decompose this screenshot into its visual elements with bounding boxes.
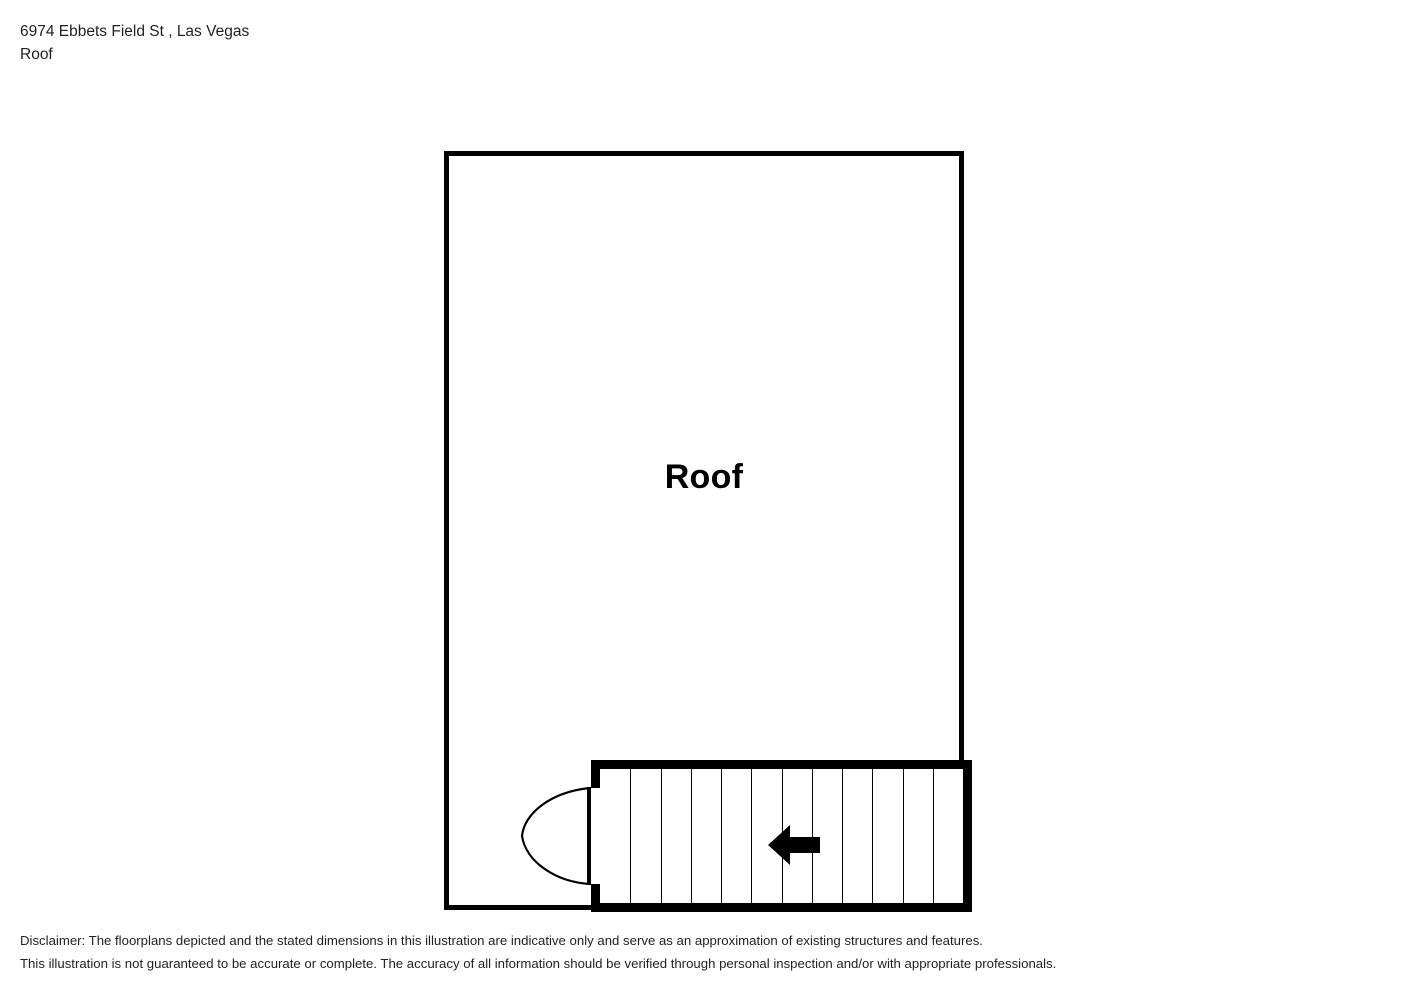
left-arrow-icon [768, 822, 820, 868]
disclaimer-line-2: This illustration is not guaranteed to be accurate or complete. The accuracy of all information should be verified through personal inspection and/or with appropriate professionals. [20, 956, 1057, 972]
stair-tread [751, 769, 752, 903]
disclaimer-text [20, 929, 1400, 975]
disclaimer-line-1: Disclaimer: The floorplans depicted and the stated dimensions in this illustration are indicative only and serve as an approximation of existing structures and features. [20, 933, 983, 948]
stair-tread [661, 769, 662, 903]
stair-tread [903, 769, 904, 903]
roof-area-label: Roof [664, 458, 744, 496]
floor-level-label: Roof [20, 46, 53, 64]
door-swing-icon [520, 786, 592, 886]
stair-tread [721, 769, 722, 903]
property-address: 6974 Ebbets Field St , Las Vegas [20, 23, 250, 40]
stair-tread [872, 769, 873, 903]
stair-tread [691, 769, 692, 903]
stair-tread [842, 769, 843, 903]
stair-tread [630, 769, 631, 903]
stair-tread [933, 769, 934, 903]
